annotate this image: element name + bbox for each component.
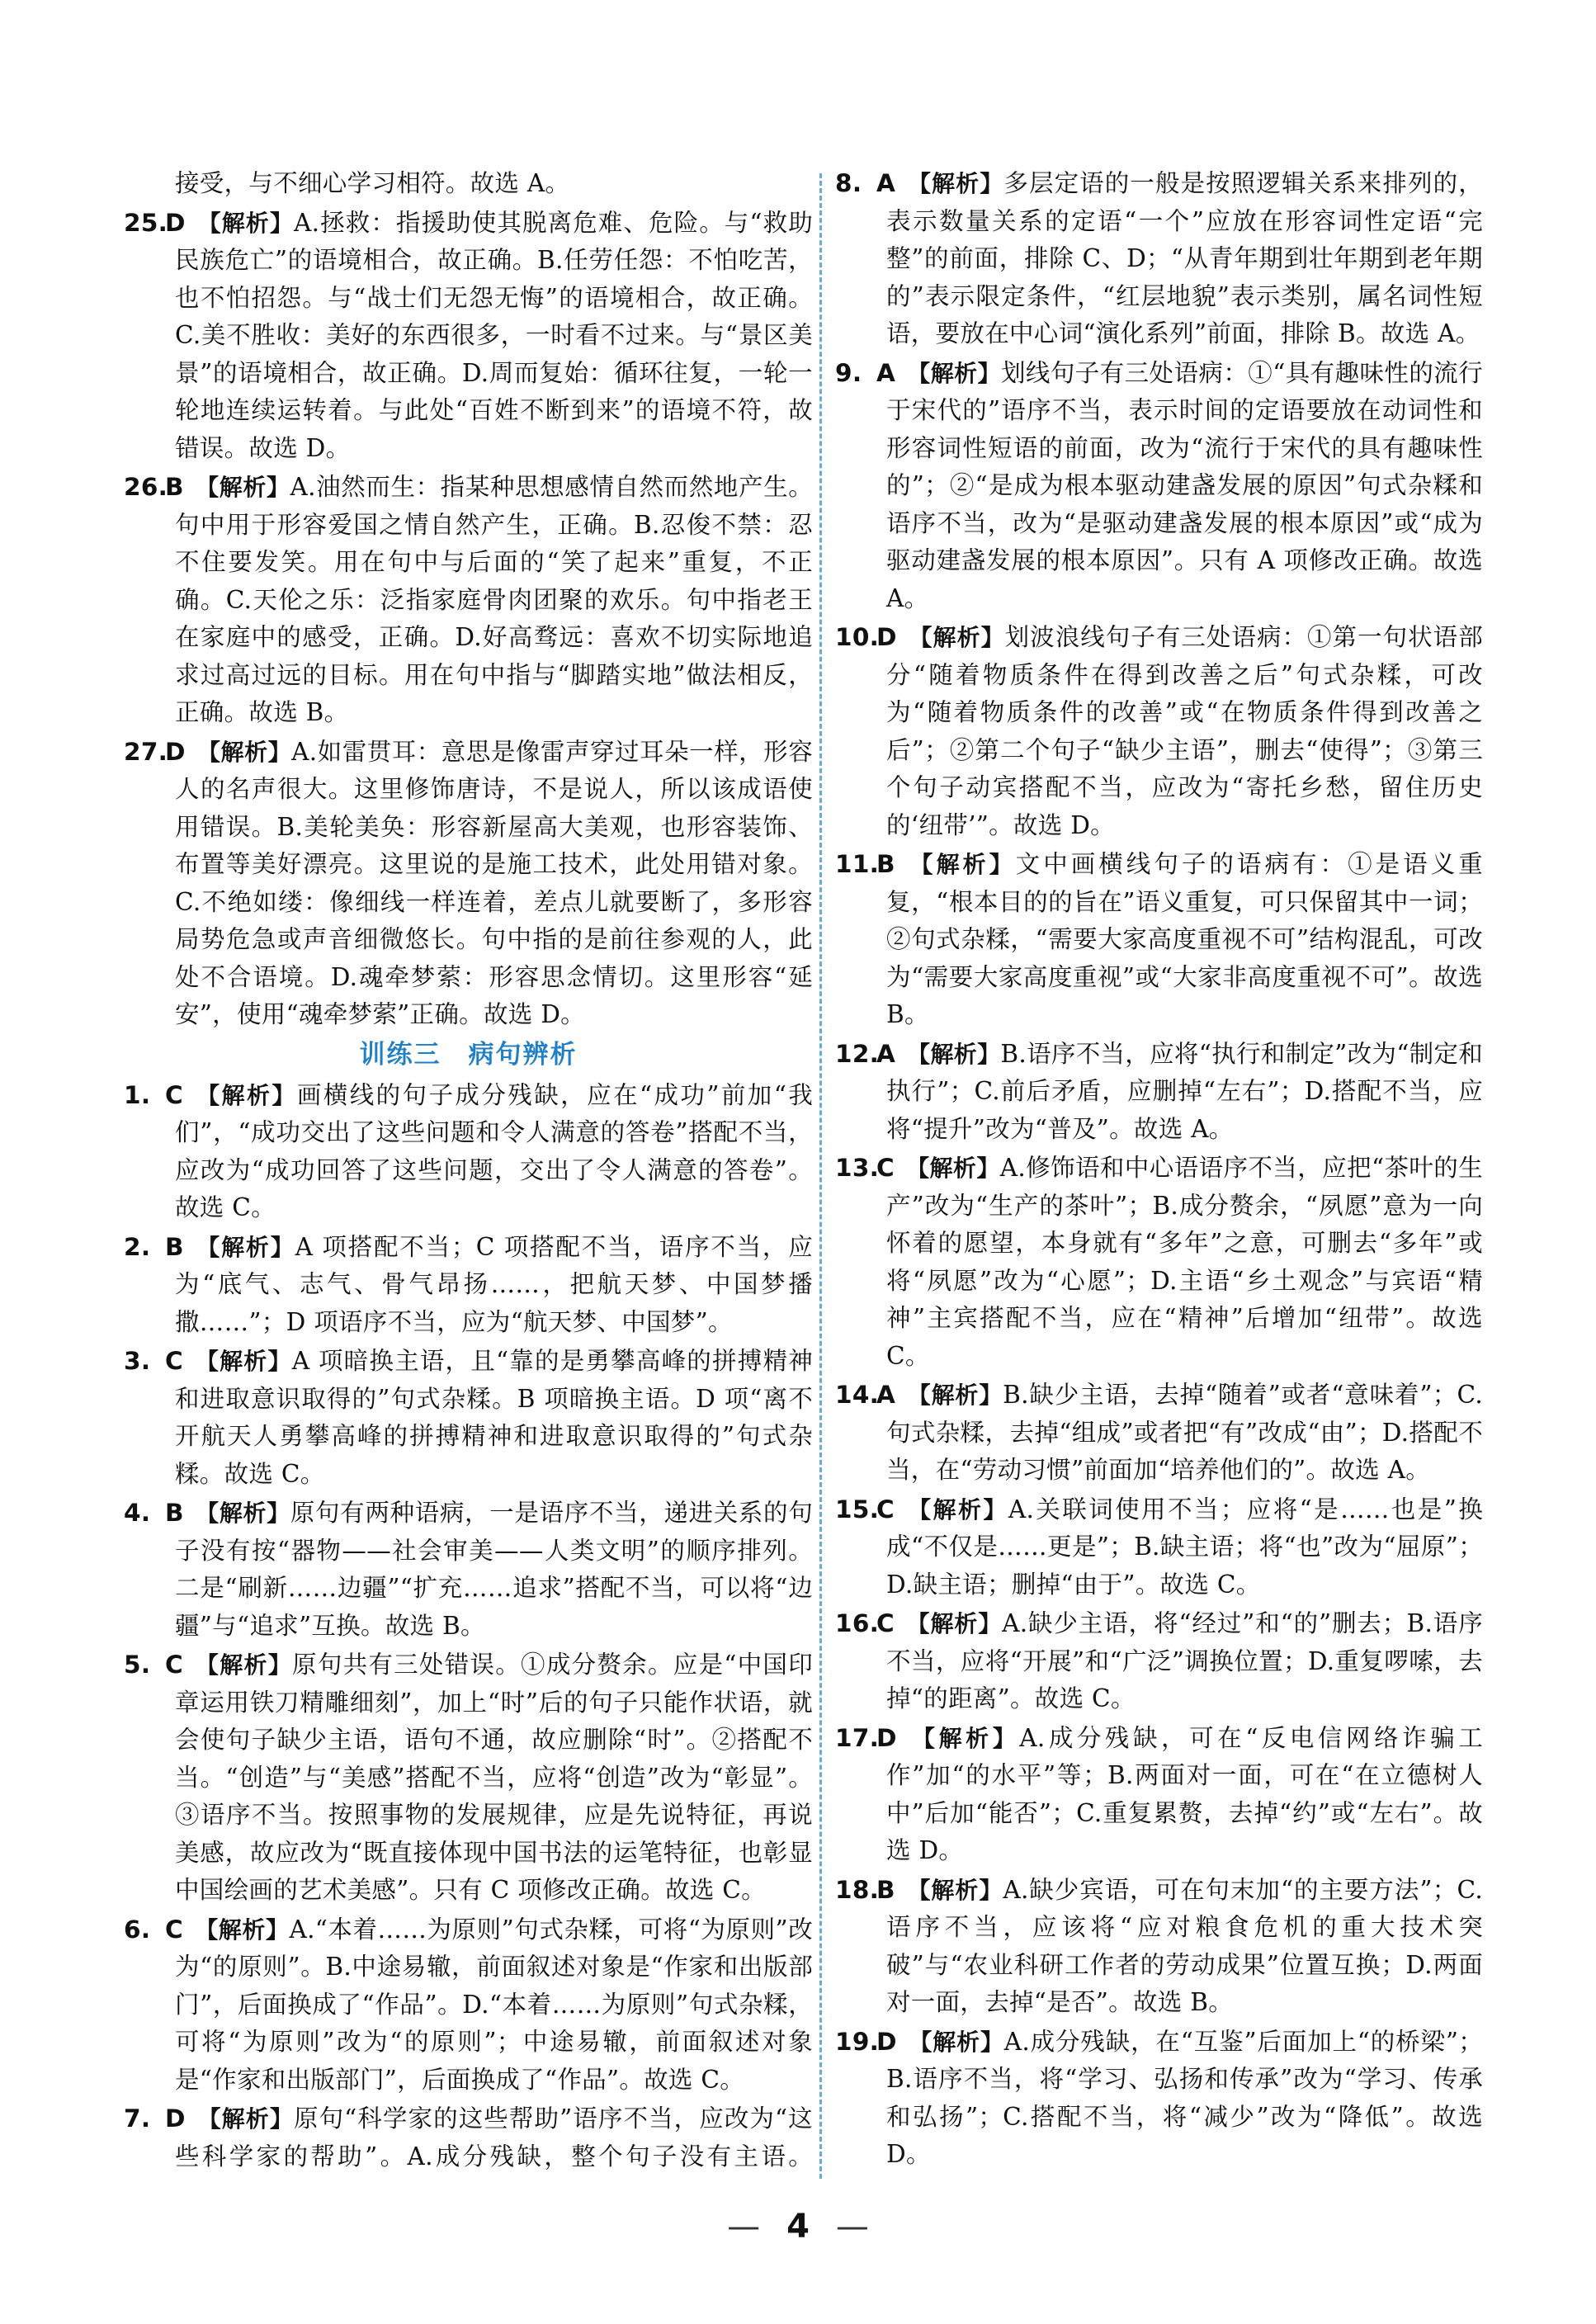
answer-entry (835, 1491, 1483, 1604)
answer-entry (835, 1377, 1483, 1490)
answer-letter: A (876, 1039, 896, 1068)
answer-entry (124, 1077, 813, 1227)
answer-entry (835, 355, 1483, 618)
analysis-tag: 【解析】 (907, 1382, 1003, 1409)
analysis-tag: 【解析】 (195, 474, 290, 501)
question-number: 8. (835, 169, 862, 197)
answer-letter: A (876, 1381, 896, 1409)
analysis-text: B.缺少主语，去掉“随着”或者“意味着”；C.句式杂糅，去掉“组成”或者把“有”改成“由”；D.搭配不当，在“劳动习惯”前面加“培养他们的”。故选 A。 (886, 1381, 1483, 1484)
analysis-text: 划波浪线句子有三处语病：①第一句状语部分“随着物质条件在得到改善之后”句式杂糅，可改为“随着物质条件的改善”或“在物质条件得到改善之后”；②第二个句子“缺少主语”，删去“使得”；③第三个句子动宾搭配不当，应改为“寄托乡愁，留住历史的‘纽带’”。故选 D。 (886, 623, 1483, 839)
question-number: 17. (835, 1723, 880, 1752)
answer-letter: B (876, 850, 895, 878)
question-number: 3. (124, 1347, 151, 1375)
question-number: 10. (835, 623, 880, 651)
question-number: 2. (124, 1232, 151, 1261)
question-number: 26. (124, 473, 168, 501)
answer-letter: C (876, 1154, 895, 1182)
question-number: 1. (124, 1080, 151, 1109)
analysis-tag: 【解析】 (906, 851, 1016, 878)
analysis-text: A 项搭配不当；C 项搭配不当，语序不当，应为“底气、志气、骨气昂扬……，把航天梦、中国梦播撒……”；D 项语序不当，应为“航天梦、中国梦”。 (175, 1232, 813, 1336)
left-bottom-entries (124, 1077, 813, 2171)
answer-entry (124, 1229, 813, 1342)
answer-entry (124, 1495, 813, 1645)
question-number: 6. (124, 1915, 151, 1944)
analysis-tag: 【解析】 (196, 738, 292, 766)
analysis-tag: 【解析】 (906, 1876, 1003, 1904)
analysis-tag: 【解析】 (905, 1610, 1003, 1637)
answer-letter: D (165, 737, 186, 766)
analysis-tag: 【解析】 (905, 1155, 1000, 1182)
answer-entry (835, 1872, 1483, 2022)
section-title: 训练三 病句辨析 (359, 1039, 578, 1070)
answer-entry (835, 1720, 1483, 1870)
answer-entry (835, 846, 1483, 1034)
analysis-text: 多层定语的一般是按照逻辑关系来排列的，表示数量关系的定语“一个”应放在形容词性定语“完整”的前面，排除 C、D；“从青年期到壮年期到老年期的”表示限定条件，“红层地貌”表示类别，属名词性短语，要放在中心词“演化系列”前面，排除 B。故选 A。 (886, 169, 1483, 347)
answer-letter: B (876, 1875, 895, 1904)
answer-entry (835, 619, 1483, 844)
analysis-tag: 【解析】 (194, 1915, 290, 1944)
answer-letter: D (876, 2027, 897, 2056)
answer-letter: C (165, 1651, 183, 1679)
analysis-tag: 【解析】 (907, 359, 1001, 387)
answer-letter: C (876, 1495, 895, 1523)
analysis-tag: 【解析】 (196, 209, 295, 237)
question-number: 12. (835, 1039, 880, 1068)
analysis-tag: 【解析】 (908, 624, 1005, 651)
analysis-text: A.拯救：指援助使其脱离危难、危险。与“救助民族危亡”的语境相合，故正确。B.任劳任怨：不怕吃苦，也不怕招怨。与“战士们无怨无悔”的语境相合，故正确。C.美不胜收：美好的东西很多，一时看不过来。与“景区美景”的语境相合，故正确。D.周而复始：循环往复，一轮一轮地连续运转着。与此处“百姓不断到来”的语境不符，故错误。故选 D。 (175, 208, 813, 462)
analysis-text: A.成分残缺，可在“反电信网络诈骗工作”加“的水平”等；B.两面对一面，可在“在立德树人中”后加“能否”；C.重复累赘，去掉“约”或“左右”。故选 D。 (886, 1723, 1483, 1864)
answer-letter: C (165, 1915, 183, 1944)
left-top-entries (124, 165, 813, 1034)
answer-letter: A (876, 169, 896, 197)
analysis-tag: 【解析】 (194, 1348, 292, 1375)
analysis-text: A.缺少宾语，可在句末加“的主要方法”；C.语序不当，应该将“应对粮食危机的重大技术突破”与“农业科研工作者的劳动成果”位置互换；D.两面对一面，去掉“是否”。故选 B。 (886, 1875, 1483, 2016)
analysis-text: B.语序不当，应将“执行和制定”改为“制定和执行”；C.前后矛盾，应删掉“左右”；D.搭配不当，应将“提升”改为“普及”。故选 A。 (886, 1039, 1483, 1143)
answer-entry (124, 2100, 813, 2170)
column-divider (819, 173, 822, 2179)
analysis-tag: 【解析】 (907, 170, 1004, 197)
analysis-text: 原句共有三处错误。①成分赘余。应是“中国印章运用铁刀精雕细刻”，加上“时”后的句子只能作状语，就会使句子缺少主语，语句不通，故应删除“时”。②搭配不当。“创造”与“美感”搭配不当，应将“创造”改为“彰显”。③语序不当。按照事物的发展规律，应是先说特征，再说美感，故应改为“既直接体现中国书法的运笔特征，也彰显中国绘画的艺术美感”。只有 C 项修改正确。故选 C。 (175, 1651, 813, 1904)
answer-letter: C (876, 1609, 895, 1637)
answer-entry (835, 1150, 1483, 1375)
answer-entry (124, 469, 813, 732)
analysis-tag: 【解析】 (194, 1651, 293, 1679)
answer-letter: C (165, 1347, 183, 1375)
answer-letter: C (165, 1080, 183, 1109)
analysis-text: 原句“科学家的这些帮助”语序不当，应改为“这些科学家的帮助”。A.成分残缺，整个句子没有主语。 (175, 2104, 813, 2170)
answer-letter: B (165, 1499, 184, 1527)
analysis-text: A.关联词使用不当；应将“是……也是”换成“不仅是……更是”；B.缺主语；将“也”改为“屈原”；D.缺主语；删掉“由于”。故选 C。 (886, 1495, 1483, 1599)
page-number: 4 (786, 2208, 810, 2246)
question-number: 15. (835, 1495, 880, 1523)
right-entries (835, 165, 1483, 2170)
footer-dash-right: — (835, 2208, 869, 2246)
analysis-text: 划线句子有三处语病：①“具有趣味性的流行于宋代的”语序不当，表示时间的定语要放在动词性和形容词性短语的前面，改为“流行于宋代的具有趣味性的”；②“是成为根本驱动建盏发展的原因”句式杂糅和语序不当，改为“是驱动建盏发展的根本原因”或“成为驱动建盏发展的根本原因”。只有 A 项修改正确。故选 A。 (886, 358, 1483, 612)
analysis-tag: 【解析】 (905, 1495, 1008, 1523)
answer-letter: D (165, 2104, 186, 2133)
question-number: 9. (835, 358, 862, 387)
answer-entry (124, 165, 813, 203)
analysis-text: A.如雷贯耳：意思是像雷声穿过耳朵一样，形容人的名声很大。这里修饰唐诗，不是说人，所以该成语使用错误。B.美轮美奂：形容新屋高大美观，也形容装饰、布置等美好漂亮。这里说的是施工技术，此处用错对象。C.不绝如缕：像细线一样连着，差点儿就要断了，多形容局势危急或声音细微悠长。句中指的是前往参观的人，此处不合语境。D.魂牵梦萦：形容思念情切。这里形容“延安”，使用“魂牵梦萦”正确。故选 D。 (175, 737, 813, 1028)
analysis-text: A.修饰语和中心语语序不当，应把“茶叶的生产”改为“生产的茶叶”；B.成分赘余，“夙愿”意为一向怀着的愿望，本身就有“多年”之意，可删去“多年”或将“夙愿”改为“心愿”；D.主语“乡土观念”与宾语“精神”主宾搭配不当，应在“精神”后增加“纽带”。故选 C。 (886, 1154, 1483, 1370)
analysis-text: 文中画横线句子的语病有：①是语义重复，“根本目的的旨在”语义重复，可只保留其中一词；②句式杂糅，“需要大家高度重视不可”结构混乱，可改为“需要大家高度重视”或“大家非高度重视不可”。故选 B。 (886, 850, 1483, 1028)
question-number: 4. (124, 1499, 151, 1527)
right-column (835, 165, 1483, 2170)
question-number: 13. (835, 1154, 880, 1182)
question-number: 27. (124, 737, 168, 766)
answer-letter: B (165, 473, 184, 501)
answer-entry (835, 1036, 1483, 1149)
analysis-text: A.缺少主语，将“经过”和“的”删去；B.语序不当，应将“开展”和“广泛”调换位置；D.重复啰嗦，去掉“的距离”。故选 C。 (886, 1609, 1483, 1712)
answer-entry (124, 1646, 813, 1910)
answer-entry (124, 1343, 813, 1493)
analysis-tag: 【解析】 (907, 1040, 1001, 1068)
left-column (124, 165, 813, 2170)
question-number: 11. (835, 850, 880, 878)
question-number: 25. (124, 208, 168, 237)
answer-letter: D (876, 623, 897, 651)
question-number: 7. (124, 2104, 151, 2133)
answer-letter: B (165, 1232, 184, 1261)
analysis-tag: 【解析】 (195, 1233, 295, 1261)
answer-entry (124, 1911, 813, 2100)
analysis-text: A.“本着……为原则”句式杂糅，可将“为原则”改为“的原则”。B.中途易辙，前面叙述对象是“作家和出版部门”，后面换成了“作品”。D.“本着……为原则”句式杂糅，可将“为原则”改为“的原则”；中途易辙，前面叙述对象是“作家和出版部门”，后面换成了“作品”。故选 C。 (175, 1915, 813, 2094)
analysis-text: A.成分残缺，在“互鉴”后面加上“的桥梁”；B.语序不当，将“学习、弘扬和传承”改为“学习、传承和弘扬”；C.搭配不当，将“减少”改为“降低”。故选 D。 (886, 2027, 1483, 2168)
analysis-text: 原句有两种语病，一是语序不当，递进关系的句子没有按“器物——社会审美——人类文明”的顺序排列。二是“刷新……边疆”“扩充……追求”搭配不当，可以将“边疆”与“追求”互换。故选 B。 (175, 1499, 813, 1640)
answer-entry (124, 205, 813, 468)
answer-letter: A (876, 358, 896, 387)
answer-entry (835, 165, 1483, 353)
page-footer (0, 2208, 1596, 2246)
analysis-text: A 项暗换主语，且“靠的是勇攀高峰的拼搏精神和进取意识取得的”句式杂糅。B 项暗换主语。D 项“离不开航天人勇攀高峰的拼搏精神和进取意识取得的”句式杂糅。故选 C。 (175, 1347, 813, 1488)
analysis-text: 接受，与不细心学习相符。故选 A。 (175, 169, 570, 197)
answer-entry (835, 1605, 1483, 1718)
analysis-text: 画横线的句子成分残缺，应在“成功”前加“我们”，“成功交出了这些问题和令人满意的答卷”搭配不当，应改为“成功回答了这些问题，交出了令人满意的答卷”。故选 C。 (175, 1080, 813, 1221)
analysis-tag: 【解析】 (908, 2028, 1004, 2056)
answer-entry (835, 2024, 1483, 2171)
question-number: 14. (835, 1381, 880, 1409)
question-number: 19. (835, 2027, 880, 2056)
question-number: 16. (835, 1609, 880, 1637)
analysis-tag: 【解析】 (196, 2105, 294, 2133)
analysis-tag: 【解析】 (195, 1500, 290, 1527)
analysis-tag: 【解析】 (908, 1724, 1020, 1752)
analysis-tag: 【解析】 (194, 1081, 297, 1109)
answer-entry (124, 734, 813, 1034)
answer-letter: D (165, 208, 186, 237)
question-number: 18. (835, 1875, 880, 1904)
analysis-text: A.油然而生：指某种思想感情自然而然地产生。句中用于形容爱国之情自然产生，正确。B.忍俊不禁：忍不住要发笑。用在句中与后面的“笑了起来”重复，不正确。C.天伦之乐：泛指家庭骨肉团聚的欢乐。句中指老王在家庭中的感受，正确。D.好高骛远：喜欢不切实际地追求过高过远的目标。用在句中指与“脚踏实地”做法相反，正确。故选 B。 (175, 473, 813, 726)
answer-letter: D (876, 1723, 897, 1752)
question-number: 5. (124, 1651, 151, 1679)
footer-dash-left: — (727, 2208, 761, 2246)
